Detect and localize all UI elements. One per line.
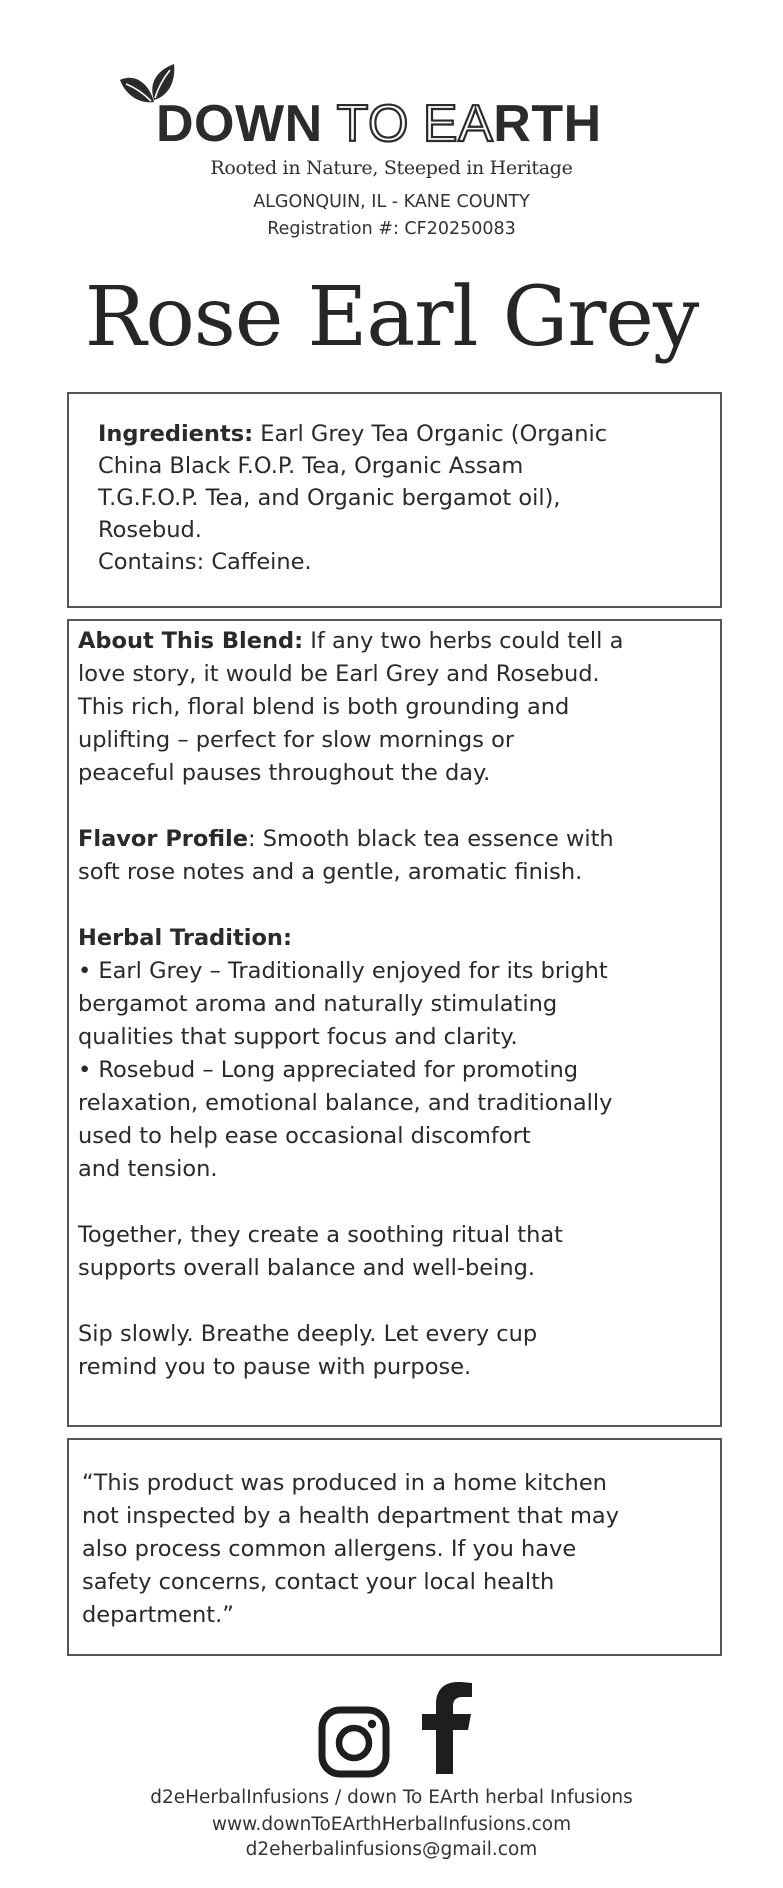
product-title: Rose Earl Grey <box>84 270 699 365</box>
footer-email[interactable]: d2eherbalinfusions@gmail.com <box>245 1839 538 1860</box>
about-text <box>78 625 623 1384</box>
footer-social-handles: d2eHerbalInfusions / down To EArth herbal Infusions <box>150 1787 633 1808</box>
contains-line: Contains: Caffeine. <box>98 549 312 575</box>
ingredients-text <box>98 418 607 578</box>
about-line <box>78 625 623 658</box>
registration-number: Registration #: CF20250083 <box>267 219 516 239</box>
footer-website[interactable]: www.downToEArthHerbalInfusions.com <box>211 1814 572 1835</box>
together-line: supports overall balance and well-being. <box>78 1255 536 1281</box>
tradition-line: used to help ease occasional discomfort <box>78 1123 531 1149</box>
facebook-icon[interactable] <box>420 1682 474 1774</box>
brand-word-to: TO <box>336 95 409 153</box>
disclaimer-text <box>82 1467 619 1632</box>
tradition-line: qualities that support focus and clarity. <box>78 1024 518 1050</box>
ingredients-line: Rosebud. <box>98 517 202 543</box>
ingredients-box <box>67 392 722 608</box>
about-line: love story, it would be Earl Grey and Rosebud. <box>78 661 600 687</box>
flavor-profile-label: Flavor Profile <box>78 826 249 852</box>
disclaimer-box <box>67 1438 722 1656</box>
flavor-line <box>78 823 623 856</box>
brand-logo-text <box>156 95 602 153</box>
disclaimer-line: safety concerns, contact your local health <box>82 1569 555 1595</box>
brand-word-down: DOWN <box>156 95 323 153</box>
ingredients-line-text: Earl Grey Tea Organic (Organic <box>253 421 608 447</box>
about-blend-label: About This Blend: <box>78 628 304 654</box>
tradition-line: • Earl Grey – Traditionally enjoyed for its bright <box>78 958 608 984</box>
herbal-tradition-label: Herbal Tradition: <box>78 925 292 951</box>
brand-word-ea: EA <box>422 95 494 153</box>
disclaimer-line: “This product was produced in a home kitchen <box>82 1470 607 1496</box>
together-line: Together, they create a soothing ritual that <box>78 1222 563 1248</box>
ingredients-label: Ingredients: <box>98 421 254 447</box>
ingredients-line: T.G.F.O.P. Tea, and Organic bergamot oil), <box>98 485 561 511</box>
about-line-text: If any two herbs could tell a <box>303 628 624 654</box>
tagline: Rooted in Nature, Steeped in Heritage <box>210 157 573 179</box>
disclaimer-line: also process common allergens. If you have <box>82 1536 577 1562</box>
ingredients-line: China Black F.O.P. Tea, Organic Assam <box>98 453 524 479</box>
closing-line: remind you to pause with purpose. <box>78 1354 472 1380</box>
tradition-line: bergamot aroma and naturally stimulating <box>78 991 558 1017</box>
disclaimer-line: department.” <box>82 1602 234 1628</box>
closing-line: Sip slowly. Breathe deeply. Let every cup <box>78 1321 538 1347</box>
about-box <box>67 619 722 1427</box>
location: ALGONQUIN, IL - KANE COUNTY <box>253 192 530 212</box>
instagram-icon[interactable] <box>318 1706 390 1778</box>
tradition-line: and tension. <box>78 1156 218 1182</box>
about-line: This rich, floral blend is both grounding and <box>78 694 570 720</box>
tradition-line: • Rosebud – Long appreciated for promoting <box>78 1057 579 1083</box>
brand-word-rth: RTH <box>493 95 602 153</box>
flavor-line-text: : Smooth black tea essence with <box>248 826 614 852</box>
ingredients-line <box>98 418 607 450</box>
about-line: uplifting – perfect for slow mornings or <box>78 727 515 753</box>
about-line: peaceful pauses throughout the day. <box>78 760 491 786</box>
disclaimer-line: not inspected by a health department that may <box>82 1503 620 1529</box>
flavor-line: soft rose notes and a gentle, aromatic finish. <box>78 859 583 885</box>
tradition-line: relaxation, emotional balance, and traditionally <box>78 1090 613 1116</box>
